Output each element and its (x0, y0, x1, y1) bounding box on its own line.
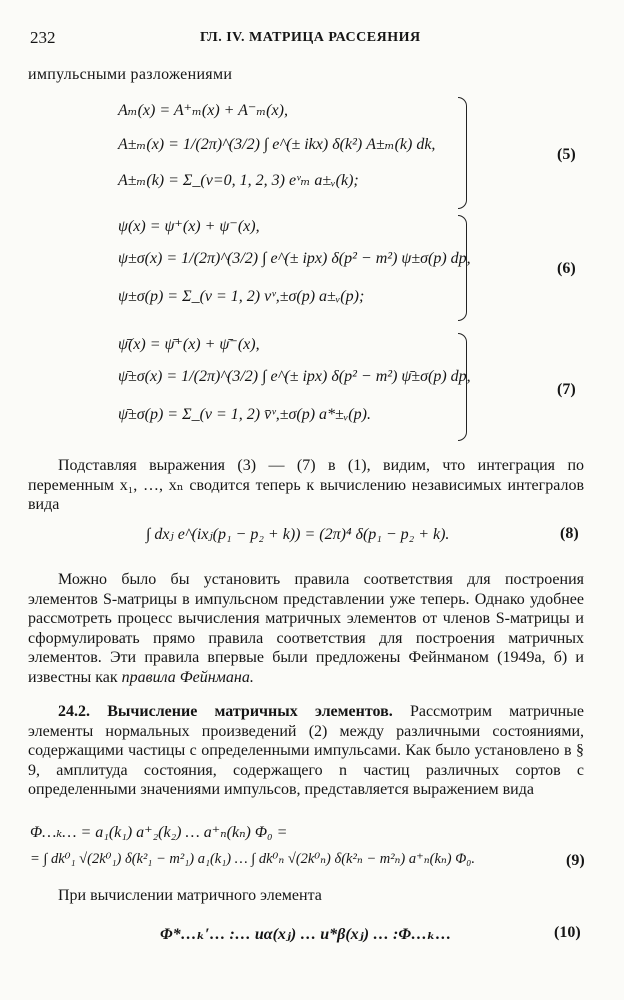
paragraph-feynman-rules (28, 570, 584, 687)
eq10-number: (10) (554, 924, 581, 941)
eq8: ∫ dxⱼ e^(ixⱼ(p₁ − p₂ + k)) = (2π)⁴ δ(p₁ − p₂ + k). (146, 526, 450, 543)
section-body: Рассмотрим матричные элементы нормальных произведений (2) между различными состояниями, содержащими частицы с определенными импульсами. Как было установлено в § 9, амплитуда состояния, содержащего n частиц различных сортов с определенными значениями импульсов, представляется выражением вида (28, 703, 585, 798)
eq10: Φ*…ₖ′… :… uα(xⱼ) … u*β(xⱼ) … :Φ…ₖ… (160, 926, 452, 943)
intro-line: импульсными разложениями (28, 66, 233, 83)
running-head: ГЛ. IV. МАТРИЦА РАССЕЯНИЯ (200, 30, 421, 45)
eq6-brace (458, 215, 467, 321)
eq5-line1: Aₘ(x) = A⁺ₘ(x) + A⁻ₘ(x), (118, 102, 288, 119)
eq6-line1: ψ(x) = ψ⁺(x) + ψ⁻(x), (118, 218, 260, 235)
eq9-number: (9) (566, 852, 585, 869)
eq5-brace (458, 97, 467, 209)
page-number: 232 (30, 28, 56, 47)
eq5-number: (5) (557, 146, 576, 163)
feynman-rules-term: правила Фейнмана. (121, 668, 254, 686)
paragraph-feynman-rules-text: Можно было бы установить правила соответствия для построения элементов S-матрицы в импульсном представлении уже теперь. Однако удобнее рассмотреть процесс вычисления матричных элементов от членов S-матрицы и сформулировать прямо правила соответствия для построения матричных элементов. Эти правила впервые были предложены Фейнманом (1949а, б) и известны как (28, 571, 584, 686)
section-title: Вычисление матричных элементов. (107, 703, 393, 720)
eq6-number: (6) (557, 260, 576, 277)
eq5-line3: A±ₘ(k) = Σ_(ν=0, 1, 2, 3) eᵛₘ a±ᵥ(k); (118, 172, 359, 189)
eq9-line2: = ∫ dk⁰₁ √(2k⁰₁) δ(k²₁ − m²₁) a₁(k₁) … ∫ dk⁰ₙ √(2k⁰ₙ) δ(k²ₙ − m²ₙ) a⁺ₙ(kₙ) Φ₀. (30, 851, 475, 867)
eq8-number: (8) (560, 525, 579, 542)
eq7-line1: ψ̄(x) = ψ̄⁺(x) + ψ̄⁻(x), (118, 336, 260, 353)
eq7-brace (458, 333, 467, 441)
section-number: 24.2. (58, 703, 90, 720)
eq7-line2: ψ̄±σ(x) = 1/(2π)^(3/2) ∫ e^(± ipx) δ(p² − m²) ψ̄±σ(p) dp, (118, 368, 471, 385)
eq6-line3: ψ±σ(p) = Σ_(ν = 1, 2) vᵛ,±σ(p) a±ᵥ(p); (118, 288, 365, 305)
paragraph-substitution: Подставляя выражения (3) — (7) в (1), видим, что интеграция по переменным x₁, …, xₙ сводится теперь к вычислению независимых интегралов вида (28, 457, 584, 513)
eq7-number: (7) (557, 381, 576, 398)
eq9-line1: Φ…ₖ… = a₁(k₁) a⁺₂(k₂) … a⁺ₙ(kₙ) Φ₀ = (30, 824, 288, 841)
eq5-line2: A±ₘ(x) = 1/(2π)^(3/2) ∫ e^(± ikx) δ(k²) A±ₘ(k) dk, (118, 136, 436, 153)
eq6-line2: ψ±σ(x) = 1/(2π)^(3/2) ∫ e^(± ipx) δ(p² − m²) ψ±σ(p) dp, (118, 250, 471, 267)
eq7-line3: ψ̄±σ(p) = Σ_(ν = 1, 2) v̄ᵛ,±σ(p) a*±ᵥ(p). (118, 406, 371, 423)
paragraph-matrix-element: При вычислении матричного элемента (58, 887, 322, 904)
section-24-2 (28, 702, 584, 800)
